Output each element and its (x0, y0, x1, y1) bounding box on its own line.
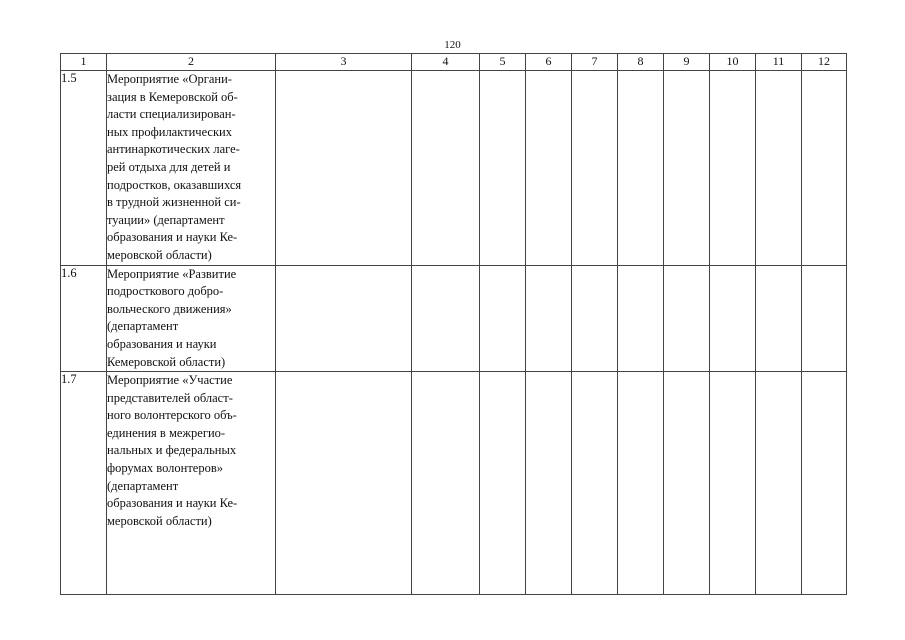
table-cell (618, 71, 664, 266)
table-cell (664, 71, 710, 266)
table-cell (664, 372, 710, 595)
description-line: антинаркотических лаге- (107, 142, 240, 157)
row-number: 1.5 (61, 71, 107, 266)
table-cell (572, 372, 618, 595)
table-cell (710, 372, 756, 595)
table-cell (412, 71, 480, 266)
description-line: (департамент (107, 319, 179, 334)
description-line: единения в межрегио- (107, 425, 226, 440)
table-cell (618, 372, 664, 595)
description-line: Кемеровской области) (107, 354, 226, 369)
description-line: образования и науки Ке- (107, 496, 238, 511)
table-cell (276, 372, 412, 595)
description-line: меровской области) (107, 513, 212, 528)
table-row (61, 265, 847, 372)
table-cell (412, 372, 480, 595)
table-cell (526, 71, 572, 266)
row-description (107, 265, 276, 372)
table-cell (480, 265, 526, 372)
description-line: представителей област- (107, 390, 233, 405)
table-cell (618, 265, 664, 372)
column-header: 9 (664, 54, 710, 71)
table-cell (756, 265, 802, 372)
table-cell (710, 265, 756, 372)
description-line: рей отдыха для детей и (107, 159, 231, 174)
program-table (60, 53, 847, 595)
column-header: 8 (618, 54, 664, 71)
description-line: ных профилактических (107, 124, 232, 139)
column-header: 11 (756, 54, 802, 71)
column-header: 3 (276, 54, 412, 71)
table-cell (276, 71, 412, 266)
table-cell (526, 372, 572, 595)
row-description (107, 71, 276, 266)
table-cell (664, 265, 710, 372)
column-header: 2 (107, 54, 276, 71)
table-row (61, 71, 847, 266)
description-line: образования и науки Ке- (107, 230, 238, 245)
table-cell (572, 71, 618, 266)
description-line: (департамент (107, 478, 179, 493)
description-line: ласти специализирован- (107, 107, 236, 122)
column-header: 7 (572, 54, 618, 71)
table-row (61, 372, 847, 595)
table-cell (756, 71, 802, 266)
description-line: подростков, оказавшихся (107, 177, 242, 192)
description-line: меровской области) (107, 247, 212, 262)
column-header: 12 (802, 54, 847, 71)
page-number: 120 (444, 39, 461, 51)
table-cell (412, 265, 480, 372)
description-line: туации» (департамент (107, 212, 225, 227)
table-cell (756, 372, 802, 595)
description-line: ного волонтерского объ- (107, 408, 237, 423)
header-row (61, 54, 847, 71)
description-line: Мероприятие «Развитие (107, 266, 237, 281)
column-header: 10 (710, 54, 756, 71)
description-line: Мероприятие «Органи- (107, 72, 232, 86)
column-header: 6 (526, 54, 572, 71)
description-line: в трудной жизненной си- (107, 195, 241, 210)
description-line: нальных и федеральных (107, 443, 237, 458)
description-line: подросткового добро- (107, 284, 224, 299)
table-cell (802, 265, 847, 372)
table-cell (276, 265, 412, 372)
row-number: 1.7 (61, 372, 107, 595)
column-header: 5 (480, 54, 526, 71)
row-description (107, 372, 276, 595)
column-header: 1 (61, 54, 107, 71)
description-line: форумах волонтеров» (107, 461, 224, 476)
table-cell (480, 372, 526, 595)
table-cell (710, 71, 756, 266)
description-line: вольческого движения» (107, 301, 232, 316)
column-header: 4 (412, 54, 480, 71)
row-number: 1.6 (61, 265, 107, 372)
table-cell (572, 265, 618, 372)
description-line: образования и науки (107, 336, 217, 351)
table-cell (802, 372, 847, 595)
description-line: зация в Кемеровской об- (107, 89, 238, 104)
table-cell (480, 71, 526, 266)
table-cell (526, 265, 572, 372)
table-cell (802, 71, 847, 266)
description-line: Мероприятие «Участие (107, 373, 233, 388)
